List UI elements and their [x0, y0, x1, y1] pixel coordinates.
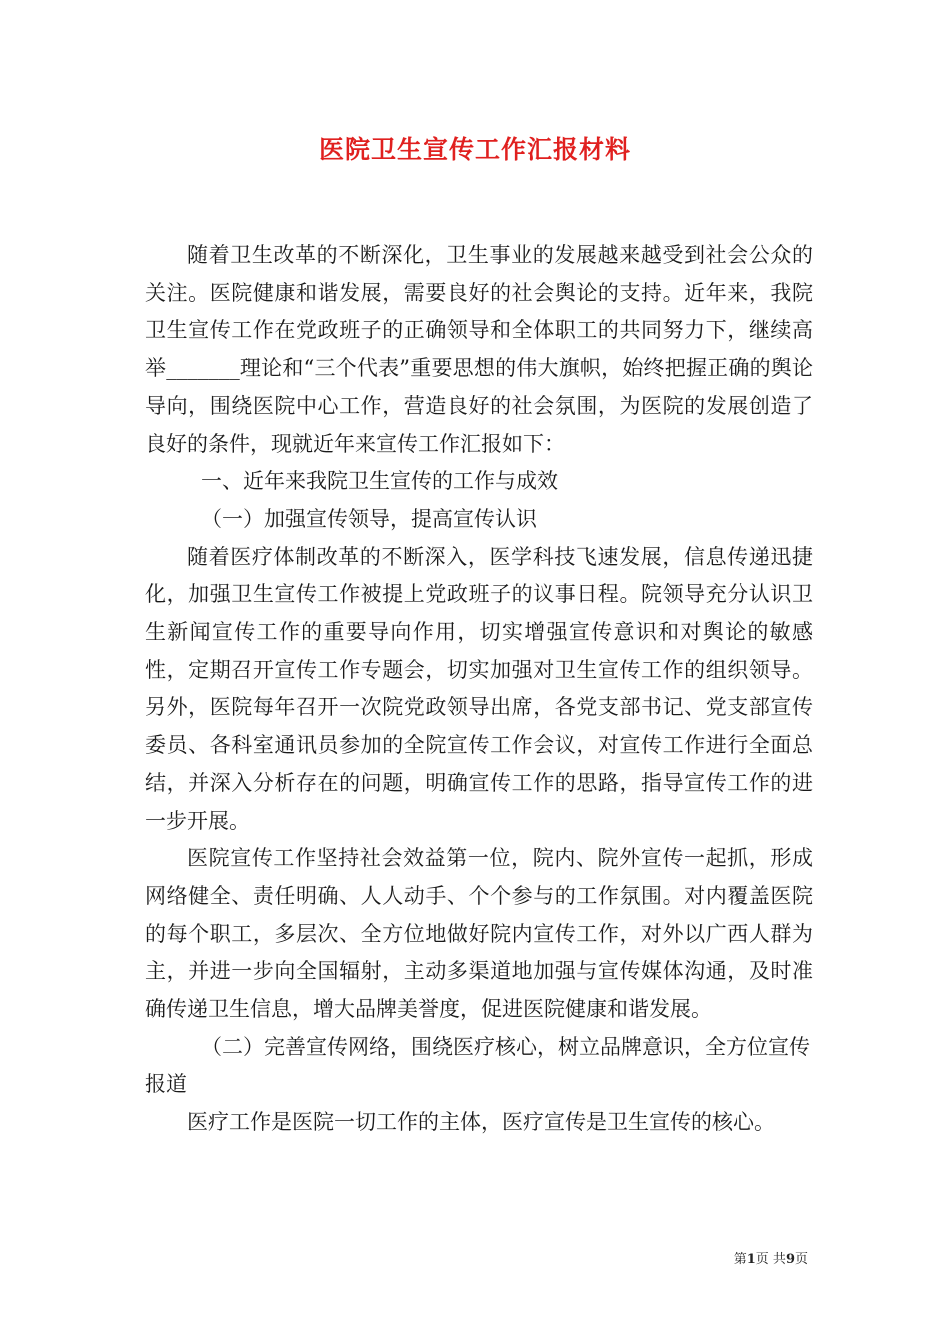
paragraph-medical-core: 医疗工作是医院一切工作的主体，医疗宣传是卫生宣传的核心。: [187, 1110, 775, 1135]
footer-prefix: 第: [733, 1252, 747, 1267]
footer-middle: 页 共: [755, 1252, 786, 1267]
paragraph-social-benefit: 医院宣传工作坚持社会效益第一位，院内、院外宣传一起抓，形成网络健全、责任明确、人人动手、个个参与的工作氛围。对内覆盖医院的每个职工，多层次、全方位地做好院内宣传工作，对外以广西人群为主，并进一步向全国辐射，主动多渠道地加强与宣传媒体沟通，及时准确传递卫生信息，增大品牌美誉度，促进医院健康和谐发展。: [145, 846, 813, 1022]
page-footer: [734, 1248, 808, 1267]
footer-suffix: 页: [794, 1252, 808, 1267]
footer-current-page: 1: [746, 1252, 756, 1267]
paragraph-leadership: 随着医疗体制改革的不断深入，医学科技飞速发展，信息传递迅捷化，加强卫生宣传工作被提上党政班子的议事日程。院领导充分认识卫生新闻宣传工作的重要导向作用，切实增强宣传意识和对舆论的敏感性，定期召开宣传工作专题会，切实加强对卫生宣传工作的组织领导。另外，医院每年召开一次院党政领导出席，各党支部书记、党支部宣传委员、各科室通讯员参加的全院宣传工作会议，对宣传工作进行全面总结，并深入分析存在的问题，明确宣传工作的思路，指导宣传工作的进一步开展。: [145, 544, 813, 833]
subsection-heading-2: （二）完善宣传网络，围绕医疗核心，树立品牌意识，全方位宣传报道: [145, 1034, 810, 1097]
footer-total-pages: 9: [785, 1252, 795, 1267]
section-heading-1: 一、近年来我院卫生宣传的工作与成效: [201, 469, 558, 494]
document-title: 医院卫生宣传工作汇报材料: [318, 135, 631, 164]
subsection-heading-1: （一）加强宣传领导，提高宣传认识: [201, 506, 537, 531]
paragraph-intro: 随着卫生改革的不断深化，卫生事业的发展越来越受到社会公众的关注。医院健康和谐发展，需要良好的社会舆论的支持。近年来，我院卫生宣传工作在党政班子的正确领导和全体职工的共同努力下，继续高举_______理论和“三个代表”重要思想的伟大旗帜，始终把握正确的舆论导向，围绕医院中心工作，营造良好的社会氛围，为医院的发展创造了良好的条件，现就近年来宣传工作汇报如下：: [145, 243, 813, 456]
document-body: [145, 237, 813, 1142]
